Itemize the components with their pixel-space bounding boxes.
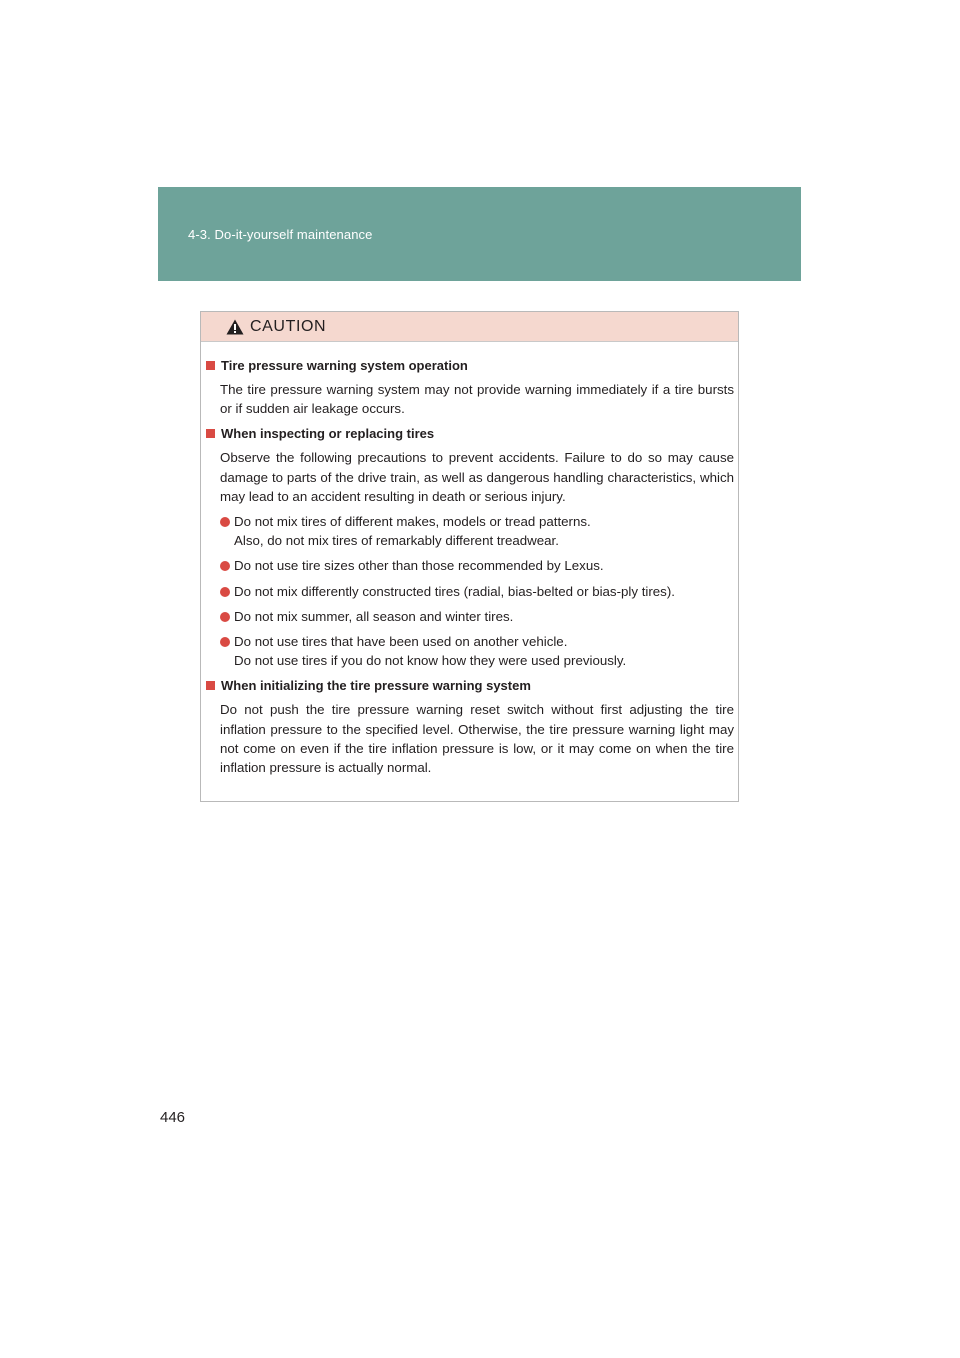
dot-bullet-icon <box>220 637 230 647</box>
dot-bullet-icon <box>220 517 230 527</box>
item-heading-text: When inspecting or replacing tires <box>221 425 435 441</box>
bullet-line: Also, do not mix tires of remarkably different treadwear. <box>234 533 559 549</box>
caution-header <box>201 312 738 342</box>
item-heading <box>206 676 734 694</box>
square-bullet-icon <box>206 361 215 370</box>
caution-title: CAUTION <box>250 317 327 335</box>
item-paragraph: Observe the following precautions to prevent accidents. Failure to do so may cause damage to parts of the drive train, as well as dangerous handling characteristics, which may lead to an accident resulting in death or serious injury. <box>220 450 734 504</box>
bullet-line: Do not mix differently constructed tires (radial, bias-belted or bias-ply tires). <box>234 583 675 599</box>
list-item <box>220 512 734 550</box>
item-heading-text: When initializing the tire pressure warning system <box>221 677 531 693</box>
bullet-line: Do not use tire sizes other than those recommended by Lexus. <box>234 558 604 574</box>
bullet-line: Do not use tires if you do not know how they were used previously. <box>234 653 627 669</box>
square-bullet-icon <box>206 681 215 690</box>
caution-body <box>201 342 738 777</box>
list-item <box>220 607 734 626</box>
section-header-band <box>158 187 801 281</box>
page-number: 446 <box>160 1109 186 1126</box>
item-heading <box>206 424 734 442</box>
list-item <box>220 632 734 670</box>
item-paragraph: Do not push the tire pressure warning reset switch without first adjusting the tire inflation pressure to the specified level. Otherwise, the tire pressure warning light may not come on even if the tire inflation pressure is low, or it may come on when the tire inflation pressure is actually normal. <box>220 702 734 776</box>
dot-bullet-icon <box>220 612 230 622</box>
item-heading-text: Tire pressure warning system operation <box>221 357 468 373</box>
dot-bullet-icon <box>220 561 230 571</box>
caution-box <box>200 311 739 802</box>
square-bullet-icon <box>206 429 215 438</box>
list-item <box>220 582 734 601</box>
item-heading <box>206 356 734 374</box>
section-title: 4-3. Do-it-yourself maintenance <box>188 227 373 242</box>
list-item <box>220 556 734 575</box>
bullet-line: Do not mix summer, all season and winter tires. <box>234 608 514 624</box>
item-paragraph: The tire pressure warning system may not provide warning immediately if a tire bursts or if sudden air leakage occurs. <box>220 382 734 417</box>
dot-bullet-icon <box>220 587 230 597</box>
bullet-line: Do not use tires that have been used on another vehicle. <box>234 634 568 650</box>
warning-triangle-icon <box>226 319 244 335</box>
bullet-line: Do not mix tires of different makes, models or tread patterns. <box>234 514 591 530</box>
